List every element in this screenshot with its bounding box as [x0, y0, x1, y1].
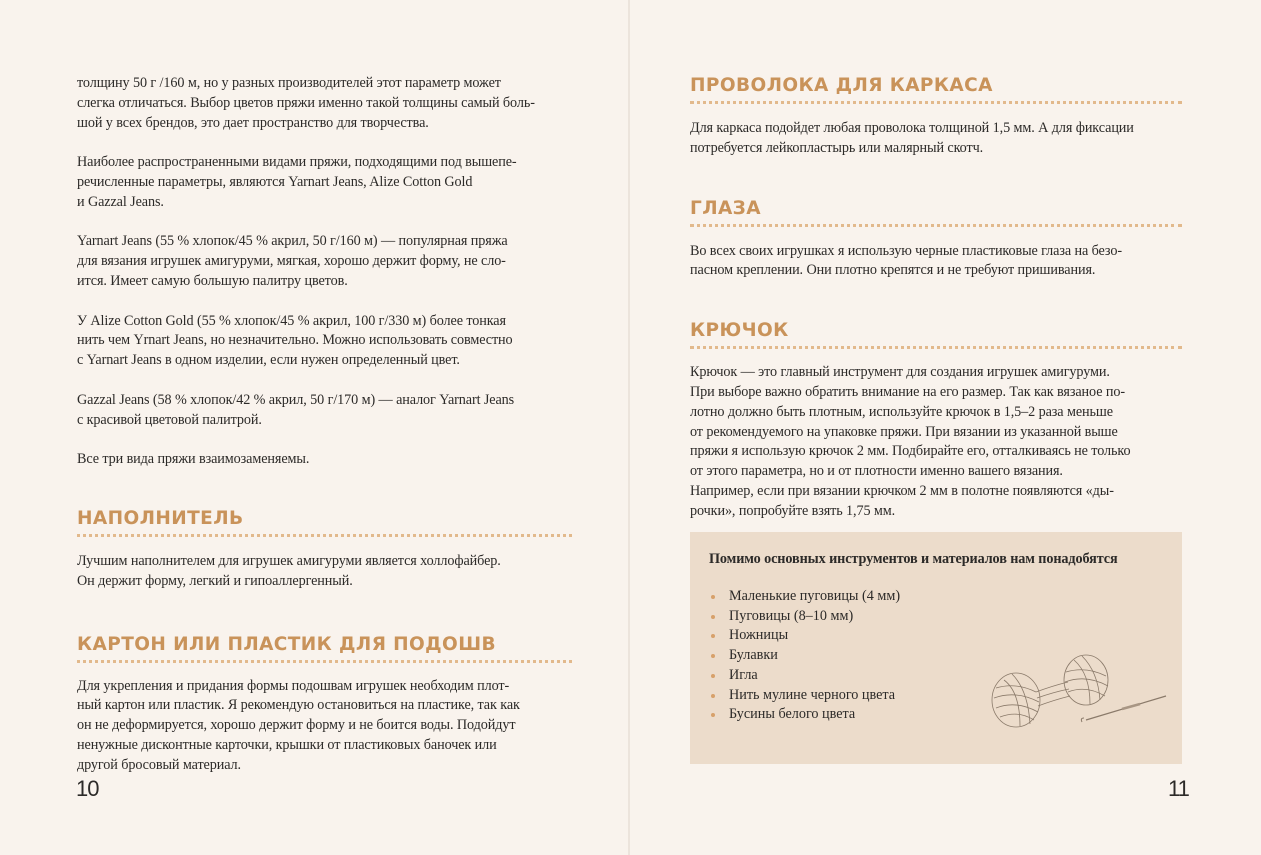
list-item: Ножницы [709, 626, 900, 646]
materials-box [690, 532, 1182, 764]
list-item: Бусины белого цвета [709, 705, 900, 725]
filler-paragraph: Лучшим наполнителем для игрушек амигуруми является холлофайбер. Он держит форму, легкий и гипоаллергенный. [77, 552, 501, 589]
wire-paragraph: Для каркаса подойдет любая проволока толщиной 1,5 мм. А для фиксации потребуется лейкопластырь или малярный скотч. [690, 120, 1134, 156]
list-item: Маленькие пуговицы (4 мм) [709, 587, 900, 607]
yarn-types-paragraph: Наиболее распространенными видами пряжи, подходящими под вышепе- речисленные параметры, являются Yarnart Jeans, Alize Cotton Gold и Gazzal Jeans. [77, 154, 517, 210]
left-column [77, 74, 572, 776]
gazzal-paragraph: Gazzal Jeans (58 % хлопок/42 % акрил, 50 г/170 м) — аналог Yarnart Jeans с красивой цветовой палитрой. [77, 391, 515, 428]
list-item: Булавки [709, 646, 900, 666]
right-column [690, 74, 1182, 522]
bullet-icon [711, 694, 715, 698]
list-item: Нить мулине черного цвета [709, 686, 900, 706]
hook-paragraph: Крючок — это главный инструмент для создания игрушек амигуруми. При выборе важно обратить внимание на его размер. Так как вязаное по- лотно должно быть плотным, используйте крючок в 1,5–2 раза меньше от рекомендуемого на упаковке пряжи. При вязании из указанной выше пряжи я использую крючок 2 мм. Подбирайте его, отталкиваясь не только от этого параметра, но и от плотности именно вашего вязания. Например, если при вязании крючком 2 мм в полотне появляются «ды- рочки», попробуйте взять 1,75 мм. [690, 364, 1131, 519]
eyes-heading: ГЛАЗА [690, 197, 1182, 227]
list-item: Пуговицы (8–10 мм) [709, 607, 900, 627]
intro-paragraph: толщину 50 г /160 м, но у разных производителей этот параметр может слегка отличаться. Выбор цветов пряжи именно такой толщины самый боль- шой у всех брендов, это дает пространство для творчества. [77, 75, 535, 131]
list-item: Игла [709, 666, 900, 686]
bullet-icon [711, 654, 715, 658]
materials-list [709, 587, 900, 725]
right-page [630, 0, 1261, 855]
yarnart-paragraph: Yarnart Jeans (55 % хлопок/45 % акрил, 50 г/160 м) — популярная пряжа для вязания игрушек амигуруми, мягкая, хорошо держит форму, не сло- ится. Имеет самую большую палитру цветов. [77, 233, 508, 289]
soles-paragraph: Для укрепления и придания формы подошвам игрушек необходим плот- ный картон или пластик. Я рекомендую остановиться на пластике, так как он не деформируется, хорошо держит форму и не боится воды. Подойдут ненужные дисконтные карточки, крышки от пластиковых баночек или другой бросовый материал. [77, 677, 520, 773]
hook-heading: КРЮЧОК [690, 319, 1182, 349]
bullet-icon [711, 634, 715, 638]
soles-heading: КАРТОН ИЛИ ПЛАСТИК ДЛЯ ПОДОШВ [77, 633, 572, 663]
page-number-left: 10 [76, 776, 99, 801]
bullet-icon [711, 615, 715, 619]
interchangeable-paragraph: Все три вида пряжи взаимозаменяемы. [77, 451, 310, 468]
alize-paragraph: У Alize Cotton Gold (55 % хлопок/45 % акрил, 100 г/330 м) более тонкая нить чем Yrnart Jeans, но незначительно. Можно использовать совместно с Yarnart Jeans в одном изделии, если нужен определенный цвет. [77, 312, 513, 369]
yarn-and-hook-icon [990, 652, 1172, 732]
bullet-icon [711, 674, 715, 678]
wire-heading: ПРОВОЛОКА ДЛЯ КАРКАСА [690, 74, 1182, 104]
eyes-paragraph: Во всех своих игрушках я использую черные пластиковые глаза на безо- пасном креплении. Они плотно крепятся и не требуют пришивания. [690, 242, 1122, 279]
materials-box-title: Помимо основных инструментов и материалов нам понадобятся [709, 551, 1118, 567]
filler-heading: НАПОЛНИТЕЛЬ [77, 507, 572, 537]
bullet-icon [711, 595, 715, 599]
left-page [0, 0, 629, 855]
bullet-icon [711, 713, 715, 717]
page-number-right: 11 [1168, 776, 1189, 801]
